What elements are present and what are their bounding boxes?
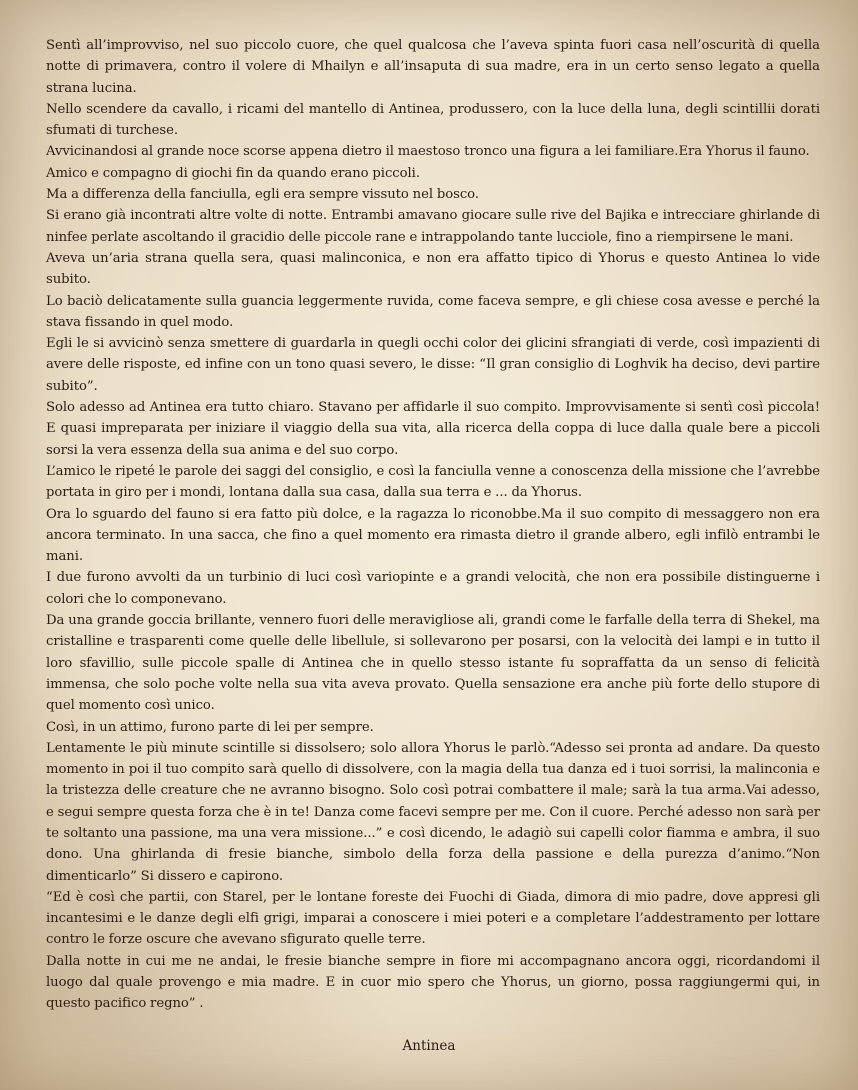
- paragraph: Ora lo sguardo del fauno si era fatto più dolce, e la ragazza lo riconobbe.Ma il suo compito di messaggero non era ancora terminato. In una sacca, che fino a quel momento era rimasta dietro il grande albero, egli infilò entrambi le mani.: [46, 506, 820, 565]
- paragraph: L’amico le ripeté le parole dei saggi del consiglio, e così la fanciulla venne a conoscenza della missione che l’avrebbe portata in giro per i mondi, lontana dalla sua casa, dalla sua terra e ... da Yhorus.: [46, 463, 820, 501]
- paragraph: Aveva un’aria strana quella sera, quasi malinconica, e non era affatto tipico di Yhorus e questo Antinea lo vide subito.: [46, 250, 820, 288]
- paragraph: Così, in un attimo, furono parte di lei per sempre.: [46, 719, 374, 735]
- paragraph: Nello scendere da cavallo, i ricami del mantello di Antinea, produssero, con la luce della luna, degli scintillii dorati sfumati di turchese.: [46, 101, 820, 139]
- author-signature: Antinea: [402, 1038, 456, 1054]
- paragraph: Lentamente le più minute scintille si dissolsero; solo allora Yhorus le parlò.“Adesso sei pronta ad andare. Da questo momento in poi il tuo compito sarà quello di dissolvere, con la magia della tua danza ed i tuoi sorrisi, la malinconia e la tristezza delle creature che ne avranno bisogno. Solo così potrai combattere il male; sarà la tua arma.Vai adesso, e segui sempre questa forza che è in te! Danza come facevi sempre per me. Con il cuore. Perché adesso non sarà per te soltanto una passione, ma una vera missione...” e così dicendo, le adagiò sui capelli color fiamma e ambra, il suo dono. Una ghirlanda di fresie bianche, simbolo della forza della passione e della purezza d’animo.“Non dimenticarlo” Si dissero e capirono.: [46, 740, 820, 884]
- paragraph: Sentì all’improvviso, nel suo piccolo cuore, che quel qualcosa che l’aveva spinta fuori casa nell’oscurità di quella notte di primavera, contro il volere di Mhailyn e all’insaputa di sua madre, era in un certo senso legato a quella strana lucina.: [46, 38, 820, 96]
- story-text: [46, 35, 820, 1015]
- paragraph: Dalla notte in cui me ne andai, le fresie bianche sempre in fiore mi accompagnano ancora oggi, ricordandomi il luogo dal quale provengo e mia madre. E in cuor mio spero che Yhorus, un giorno, possa raggiungermi qui, in questo pacifico regno” .: [46, 953, 820, 1012]
- paragraph: I due furono avvolti da un turbinio di luci così variopinte e a grandi velocità, che non era possibile distinguerne i colori che lo componevano.: [46, 570, 820, 607]
- paragraph: Lo baciò delicatamente sulla guancia leggermente ruvida, come faceva sempre, e gli chiese cosa avesse e perché la stava fissando in quel modo.: [46, 293, 820, 330]
- paragraph: Solo adesso ad Antinea era tutto chiaro. Stavano per affidarle il suo compito. Improvvisamente si sentì così piccola! E quasi impreparata per iniziare il viaggio della sua vita, alla ricerca della coppa di luce dalla quale bere a piccoli sorsi la vera essenza della sua anima e del suo corpo.: [46, 400, 820, 458]
- paragraph: Avvicinandosi al grande noce scorse appena dietro il maestoso tronco una figura a lei familiare.Era Yhorus il fauno.: [46, 144, 810, 160]
- paragraph: Ma a differenza della fanciulla, egli era sempre vissuto nel bosco.: [46, 187, 479, 203]
- paragraph: Si erano già incontrati altre volte di notte. Entrambi amavano giocare sulle rive del Bajika e intrecciare ghirlande di ninfee perlate ascoltando il gracidio delle piccole rane e intrappolando tante lucciole, fino a riempirsene le mani.: [46, 208, 820, 245]
- paragraph: Egli le si avvicinò senza smettere di guardarla in quegli occhi color dei glicini sfrangiati di verde, così impazienti di avere delle risposte, ed infine con un tono quasi severo, le disse: “Il gran consiglio di Loghvik ha deciso, devi partire subito”.: [46, 336, 820, 394]
- paragraph: Amico e compagno di giochi fin da quando erano piccoli.: [46, 165, 420, 181]
- paragraph: Da una grande goccia brillante, vennero fuori delle meravigliose ali, grandi come le farfalle della terra di Shekel, ma cristalline e trasparenti come quelle delle libellule, si sollevarono per posarsi, con la velocità dei lampi e in tutto il loro sfavillio, sulle piccole spalle di Antinea che in quello stesso istante fu sopraffatta da un senso di felicità immensa, che solo poche volte nella sua vita aveva provato. Quella sensazione era anche più forte dello stupore di quel momento così unico.: [46, 613, 820, 714]
- paragraph: “Ed è così che partii, con Starel, per le lontane foreste dei Fuochi di Giada, dimora di mio padre, dove appresi gli incantesimi e le danze degli elfi grigi, imparai a conoscere i miei poteri e a completare l’addestramento per lottare contro le forze oscure che avevano sfigurato quelle terre.: [46, 889, 820, 948]
